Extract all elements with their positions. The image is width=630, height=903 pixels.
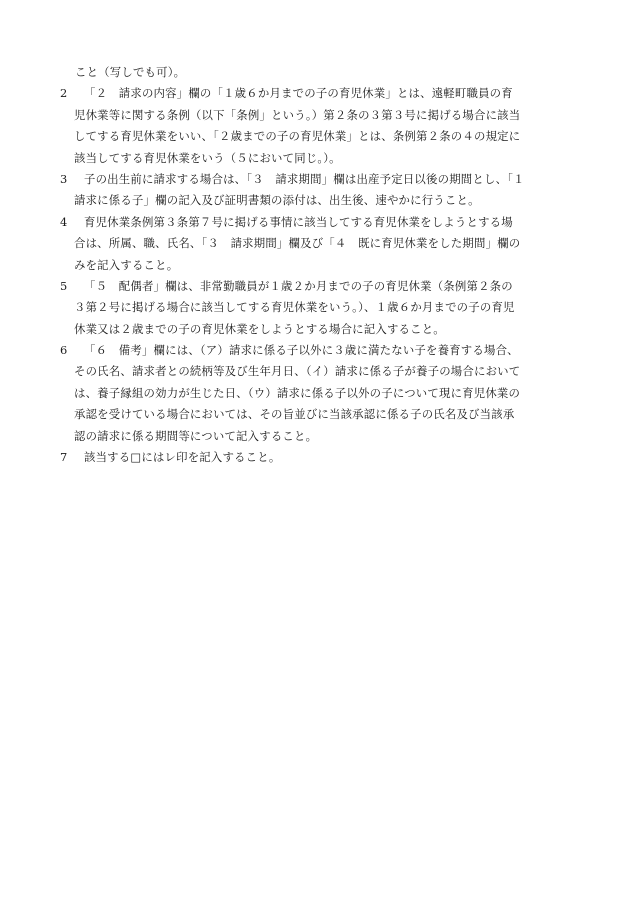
item-line: してする育児休業をいい、「２歳までの子の育児休業」とは、条例第２条の４の規定に (74, 129, 521, 144)
item-line: 児休業等に関する条例（以下「条例」という。）第２条の３第３号に掲げる場合に該当 (74, 107, 521, 122)
item-line: 育児休業条例第３条第７号に掲げる事情に該当してする育児休業をしようとする場 (84, 214, 513, 229)
item-number: 5 (60, 278, 68, 293)
item-line: 「６ 備考」欄には、（ア）請求に係る子以外に３歳に満たない子を養育する場合、 (84, 343, 519, 358)
item-line: 請求に係る子」欄の記入及び証明書類の添付は、出生後、速やかに行うこと。 (74, 193, 480, 208)
item-line: その氏名、請求者との続柄等及び生年月日、（イ）請求に係る子が養子の場合において (74, 364, 521, 379)
item-line: 「２ 請求の内容」欄の「１歳６か月までの子の育児休業」とは、遠軽町職員の育 (84, 86, 513, 101)
item-line: 該当する□にはレ印を記入すること。 (84, 450, 281, 465)
item-line: 子の出生前に請求する場合は、「３ 請求期間」欄は出産予定日以後の期間とし、「１ (84, 171, 525, 186)
item-line: 合は、所属、職、氏名、「３ 請求期間」欄及び「４ 既に育児休業をした期間」欄の (74, 236, 521, 251)
item-line: 休業又は２歳までの子の育児休業をしようとする場合に記入すること。 (74, 321, 445, 336)
item-line: 認の請求に係る期間等について記入すること。 (74, 428, 318, 443)
note-item-3 (60, 169, 572, 212)
note-item-2 (60, 83, 572, 169)
item-line: 承認を受けている場合においては、その旨並びに当該承認に係る子の氏名及び当該承 (74, 407, 515, 422)
item-number: 4 (60, 214, 68, 229)
note-item-7 (60, 447, 572, 468)
note-item-5 (60, 276, 572, 340)
item-line: みを記入すること。 (74, 257, 179, 272)
continuation-line: こと（写しでも可）。 (75, 65, 186, 79)
note-item-6 (60, 340, 572, 447)
item-number: 3 (60, 171, 68, 186)
item-number: 6 (60, 343, 68, 358)
item-line: ３第２号に掲げる場合に該当してする育児休業をいう。）、１歳６か月までの子の育児 (74, 300, 515, 315)
item-line: 「５ 配偶者」欄は、非常勤職員が１歳２か月までの子の育児休業（条例第２条の (84, 278, 513, 293)
item-line: は、養子縁組の効力が生じた日、（ウ）請求に係る子以外の子について現に育児休業の (74, 385, 521, 400)
item-number: 7 (60, 450, 68, 465)
item-number: 2 (60, 86, 68, 101)
note-item-4 (60, 212, 572, 276)
notes-list (60, 62, 572, 468)
item-line: 該当してする育児休業をいう（５において同じ。）。 (74, 150, 341, 165)
